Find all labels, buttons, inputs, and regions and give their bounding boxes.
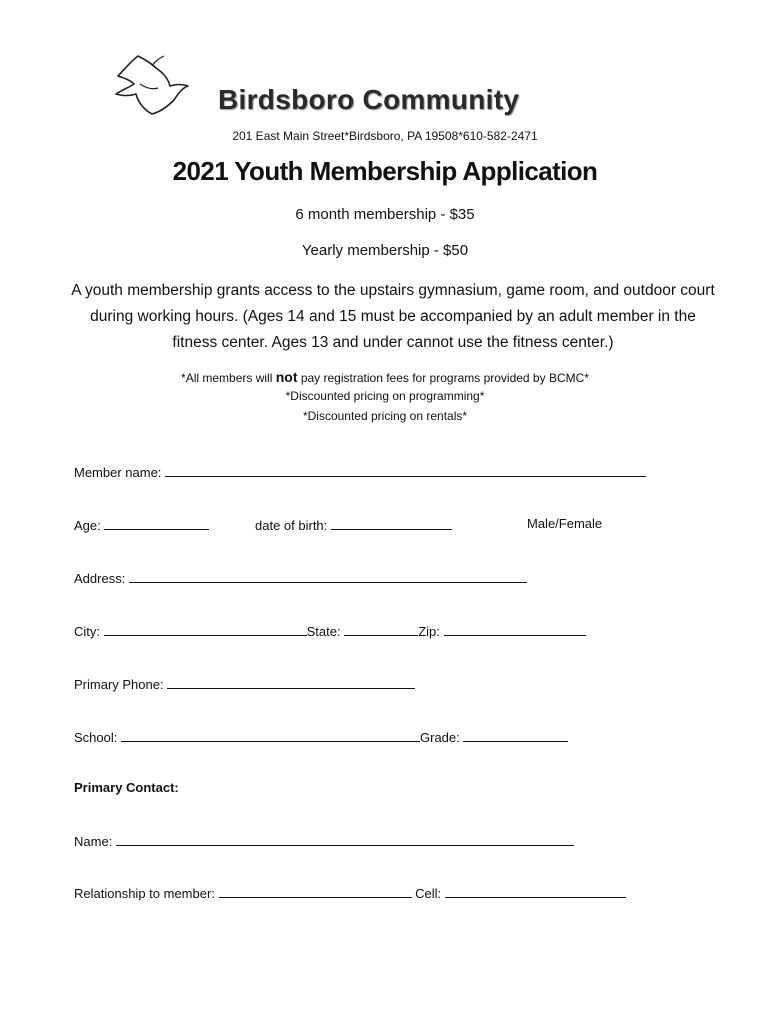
address-label: Address: xyxy=(74,571,126,586)
page-title: 2021 Youth Membership Application xyxy=(172,156,598,186)
zip-field[interactable] xyxy=(444,622,586,636)
school-row xyxy=(74,728,568,745)
city-row xyxy=(74,622,586,639)
note-text: *All members will xyxy=(181,371,276,385)
relationship-row xyxy=(74,884,626,901)
state-field[interactable] xyxy=(344,622,418,636)
price-yearly: Yearly membership - $50 xyxy=(301,242,469,259)
grade-field[interactable] xyxy=(463,728,568,742)
dob-field[interactable] xyxy=(331,516,452,530)
address-field[interactable] xyxy=(129,569,527,583)
contact-name-field[interactable] xyxy=(116,832,574,846)
relationship-label: Relationship to member: xyxy=(74,886,215,901)
contact-name-label: Name: xyxy=(74,834,113,849)
note-emphasis: not xyxy=(275,369,298,385)
age-row xyxy=(74,516,209,533)
city-field[interactable] xyxy=(104,622,307,636)
phone-label: Primary Phone: xyxy=(74,677,164,692)
cell-label: Cell: xyxy=(415,886,442,901)
member-name-row xyxy=(74,463,646,480)
note-programming: *Discounted pricing on programming* xyxy=(285,389,485,403)
city-label: City: xyxy=(74,624,100,639)
phone-row xyxy=(74,675,415,692)
cell-field[interactable] xyxy=(445,884,626,898)
relationship-field[interactable] xyxy=(219,884,412,898)
primary-contact-heading: Primary Contact: xyxy=(74,780,179,795)
note-text: pay registration fees for programs provided by BCMC* xyxy=(297,371,589,385)
contact-name-row xyxy=(74,832,574,849)
dob-row xyxy=(255,516,452,533)
note-rentals: *Discounted pricing on rentals* xyxy=(302,409,468,423)
address-row xyxy=(74,569,527,586)
grade-label: Grade: xyxy=(420,730,460,745)
member-name-label: Member name: xyxy=(74,465,162,480)
state-label: State: xyxy=(306,624,341,639)
note-registration-fees xyxy=(0,369,770,385)
phone-field[interactable] xyxy=(167,675,415,689)
membership-description: A youth membership grants access to the upstairs gymnasium, game room, and outdoor court during working hours. (Ages 14 and 15 must be accompanied by an adult member in the fitness center. Ages 13 and under cannot use the fitness center.) xyxy=(71,282,715,351)
age-field[interactable] xyxy=(104,516,209,530)
zip-label: Zip: xyxy=(418,624,440,639)
school-label: School: xyxy=(74,730,118,745)
org-name: Birdsboro Community xyxy=(218,84,520,115)
org-address: 201 East Main Street*Birdsboro, PA 19508*610-582-2471 xyxy=(232,129,538,143)
dob-label: date of birth: xyxy=(255,518,328,533)
dove-icon xyxy=(110,50,190,122)
sex-label[interactable]: Male/Female xyxy=(527,516,603,531)
price-six-month: 6 month membership - $35 xyxy=(295,206,475,223)
member-name-field[interactable] xyxy=(165,463,646,477)
school-field[interactable] xyxy=(121,728,420,742)
age-label: Age: xyxy=(74,518,101,533)
